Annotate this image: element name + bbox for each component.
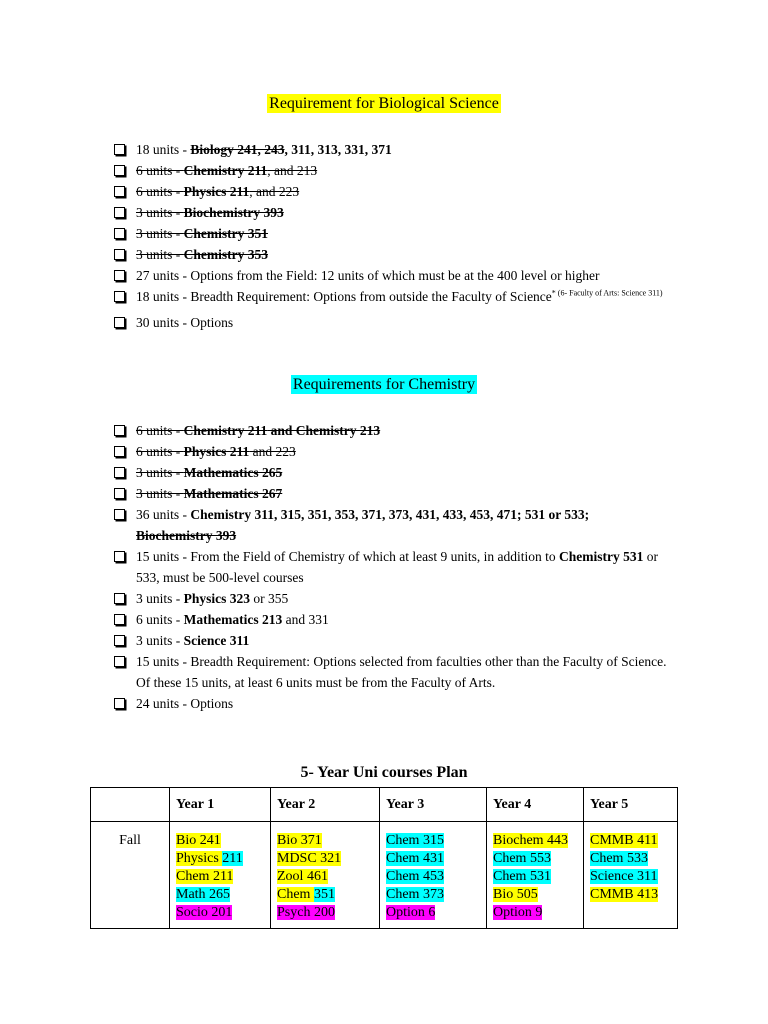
course-entry	[590, 886, 658, 904]
plan-title: 5- Year Uni courses Plan	[300, 764, 468, 781]
course-text: Bio 241	[176, 833, 221, 848]
table-header-cell: Year 2	[271, 788, 380, 822]
list-item: 27 units - Options from the Field: 12 units of which must be at the 400 level or higher	[114, 265, 684, 286]
list-item: 3 units - Science 311	[114, 630, 684, 651]
course-entry	[176, 886, 230, 904]
checkbox-bullet-icon	[114, 593, 125, 604]
bio-requirements-list	[114, 139, 684, 333]
checkbox-bullet-icon	[114, 509, 125, 520]
course-entry	[277, 832, 322, 850]
table-row	[91, 822, 678, 929]
list-item: 3 units - Chemistry 353	[114, 244, 684, 265]
checkbox-bullet-icon	[114, 467, 125, 478]
course-plan-table	[90, 787, 678, 929]
course-text: 351	[313, 887, 335, 902]
checkbox-bullet-icon	[114, 291, 125, 302]
table-header-cell: Year 5	[584, 788, 678, 822]
checkbox-bullet-icon	[114, 698, 125, 709]
checkbox-bullet-icon	[114, 635, 125, 646]
course-text: Zool 461	[277, 869, 328, 884]
list-item: 6 units - Mathematics 213 and 331	[114, 609, 684, 630]
checkbox-bullet-icon	[114, 317, 125, 328]
course-entry	[493, 832, 568, 850]
course-entry	[277, 904, 335, 922]
course-entry	[277, 868, 328, 886]
course-entry	[176, 904, 232, 922]
year-1-cell	[170, 822, 271, 929]
course-text: Chem 373	[386, 887, 444, 902]
course-text: Chem 315	[386, 833, 444, 848]
course-text: CMMB 413	[590, 887, 659, 902]
course-text: MDSC 321	[277, 851, 342, 866]
course-text: Chem 431	[386, 851, 444, 866]
chem-requirements-list	[114, 420, 684, 714]
course-text: Science 311	[590, 869, 658, 884]
course-text: Chem 453	[386, 869, 444, 884]
list-item: 6 units - Chemistry 211 and Chemistry 213	[114, 420, 684, 441]
course-entry	[493, 886, 538, 904]
course-text: Chem 553	[493, 851, 551, 866]
list-item: 36 units - Chemistry 311, 315, 351, 353, 371, 373, 431, 433, 453, 471; 531 or 533; Biochemistry 393	[114, 504, 684, 546]
checkbox-bullet-icon	[114, 614, 125, 625]
list-item: 3 units - Chemistry 351	[114, 223, 684, 244]
course-entry	[590, 850, 648, 868]
checkbox-bullet-icon	[114, 425, 125, 436]
list-item: 18 units - Breadth Requirement: Options from outside the Faculty of Science$^{* (6- Faculty of Arts: Science 311)}$	[114, 286, 684, 306]
checkbox-bullet-icon	[114, 144, 125, 155]
list-item: 6 units - Chemistry 211, and 213	[114, 160, 684, 181]
course-entry	[590, 832, 658, 850]
list-item: 3 units - Biochemistry 393	[114, 202, 684, 223]
chem-title: Requirements for Chemistry	[292, 376, 476, 393]
year-4-cell	[487, 822, 584, 929]
course-entry	[493, 850, 551, 868]
checkbox-bullet-icon	[114, 249, 125, 260]
course-entry	[386, 886, 444, 904]
checkbox-bullet-icon	[114, 165, 125, 176]
course-text: Chem	[277, 887, 314, 902]
checkbox-bullet-icon	[114, 228, 125, 239]
table-header-cell: Year 3	[380, 788, 487, 822]
course-entry	[493, 868, 551, 886]
course-text: Option 6	[386, 905, 436, 920]
bio-title: Requirement for Biological Science	[269, 95, 499, 112]
course-text: Bio 371	[277, 833, 322, 848]
checkbox-bullet-icon	[114, 270, 125, 281]
list-item: 15 units - Breadth Requirement: Options selected from faculties other than the Faculty of Science. Of these 15 units, at least 6 units must be from the Faculty of Arts.	[114, 651, 684, 693]
list-item: 3 units - Mathematics 267	[114, 483, 684, 504]
course-entry	[386, 868, 444, 886]
course-entry	[176, 850, 243, 868]
checkbox-bullet-icon	[114, 488, 125, 499]
list-item: 6 units - Physics 211 and 223	[114, 441, 684, 462]
checkbox-bullet-icon	[114, 186, 125, 197]
list-item: 3 units - Physics 323 or 355	[114, 588, 684, 609]
course-text: Math 265	[176, 887, 231, 902]
course-text: Biochem 443	[493, 833, 569, 848]
course-text: CMMB 411	[590, 833, 658, 848]
year-5-cell	[584, 822, 678, 929]
list-item: 3 units - Mathematics 265	[114, 462, 684, 483]
year-2-cell	[271, 822, 380, 929]
course-text: Chem 531	[493, 869, 551, 884]
checkbox-bullet-icon	[114, 446, 125, 457]
table-header-row	[91, 788, 678, 822]
checkbox-bullet-icon	[114, 207, 125, 218]
checkbox-bullet-icon	[114, 656, 125, 667]
list-item: 15 units - From the Field of Chemistry of which at least 9 units, in addition to Chemistry 531 or 533, must be 500-level courses	[114, 546, 684, 588]
list-item: 24 units - Options	[114, 693, 684, 714]
list-item: 18 units - Biology 241, 243, 311, 313, 331, 371	[114, 139, 684, 160]
checkbox-bullet-icon	[114, 551, 125, 562]
table-header-cell: Year 1	[170, 788, 271, 822]
course-entry	[176, 868, 233, 886]
course-text: Bio 505	[493, 887, 538, 902]
course-text: Chem 533	[590, 851, 648, 866]
course-text: Socio 201	[176, 905, 233, 920]
table-header-cell: Year 4	[487, 788, 584, 822]
course-text: 211	[222, 851, 243, 866]
course-entry	[386, 850, 444, 868]
course-entry	[277, 850, 341, 868]
course-text: Physics	[176, 851, 223, 866]
list-item: 30 units - Options	[114, 312, 684, 333]
course-entry	[590, 868, 658, 886]
year-3-cell	[380, 822, 487, 929]
course-entry	[277, 886, 335, 904]
term-label: Fall	[91, 822, 170, 929]
course-entry	[386, 904, 435, 922]
table-header-cell	[91, 788, 170, 822]
course-entry	[493, 904, 542, 922]
list-item: 6 units - Physics 211, and 223	[114, 181, 684, 202]
course-text: Chem 211	[176, 869, 234, 884]
course-text: Option 9	[493, 905, 543, 920]
course-text: Psych 200	[277, 905, 335, 920]
course-entry	[386, 832, 444, 850]
course-entry	[176, 832, 221, 850]
